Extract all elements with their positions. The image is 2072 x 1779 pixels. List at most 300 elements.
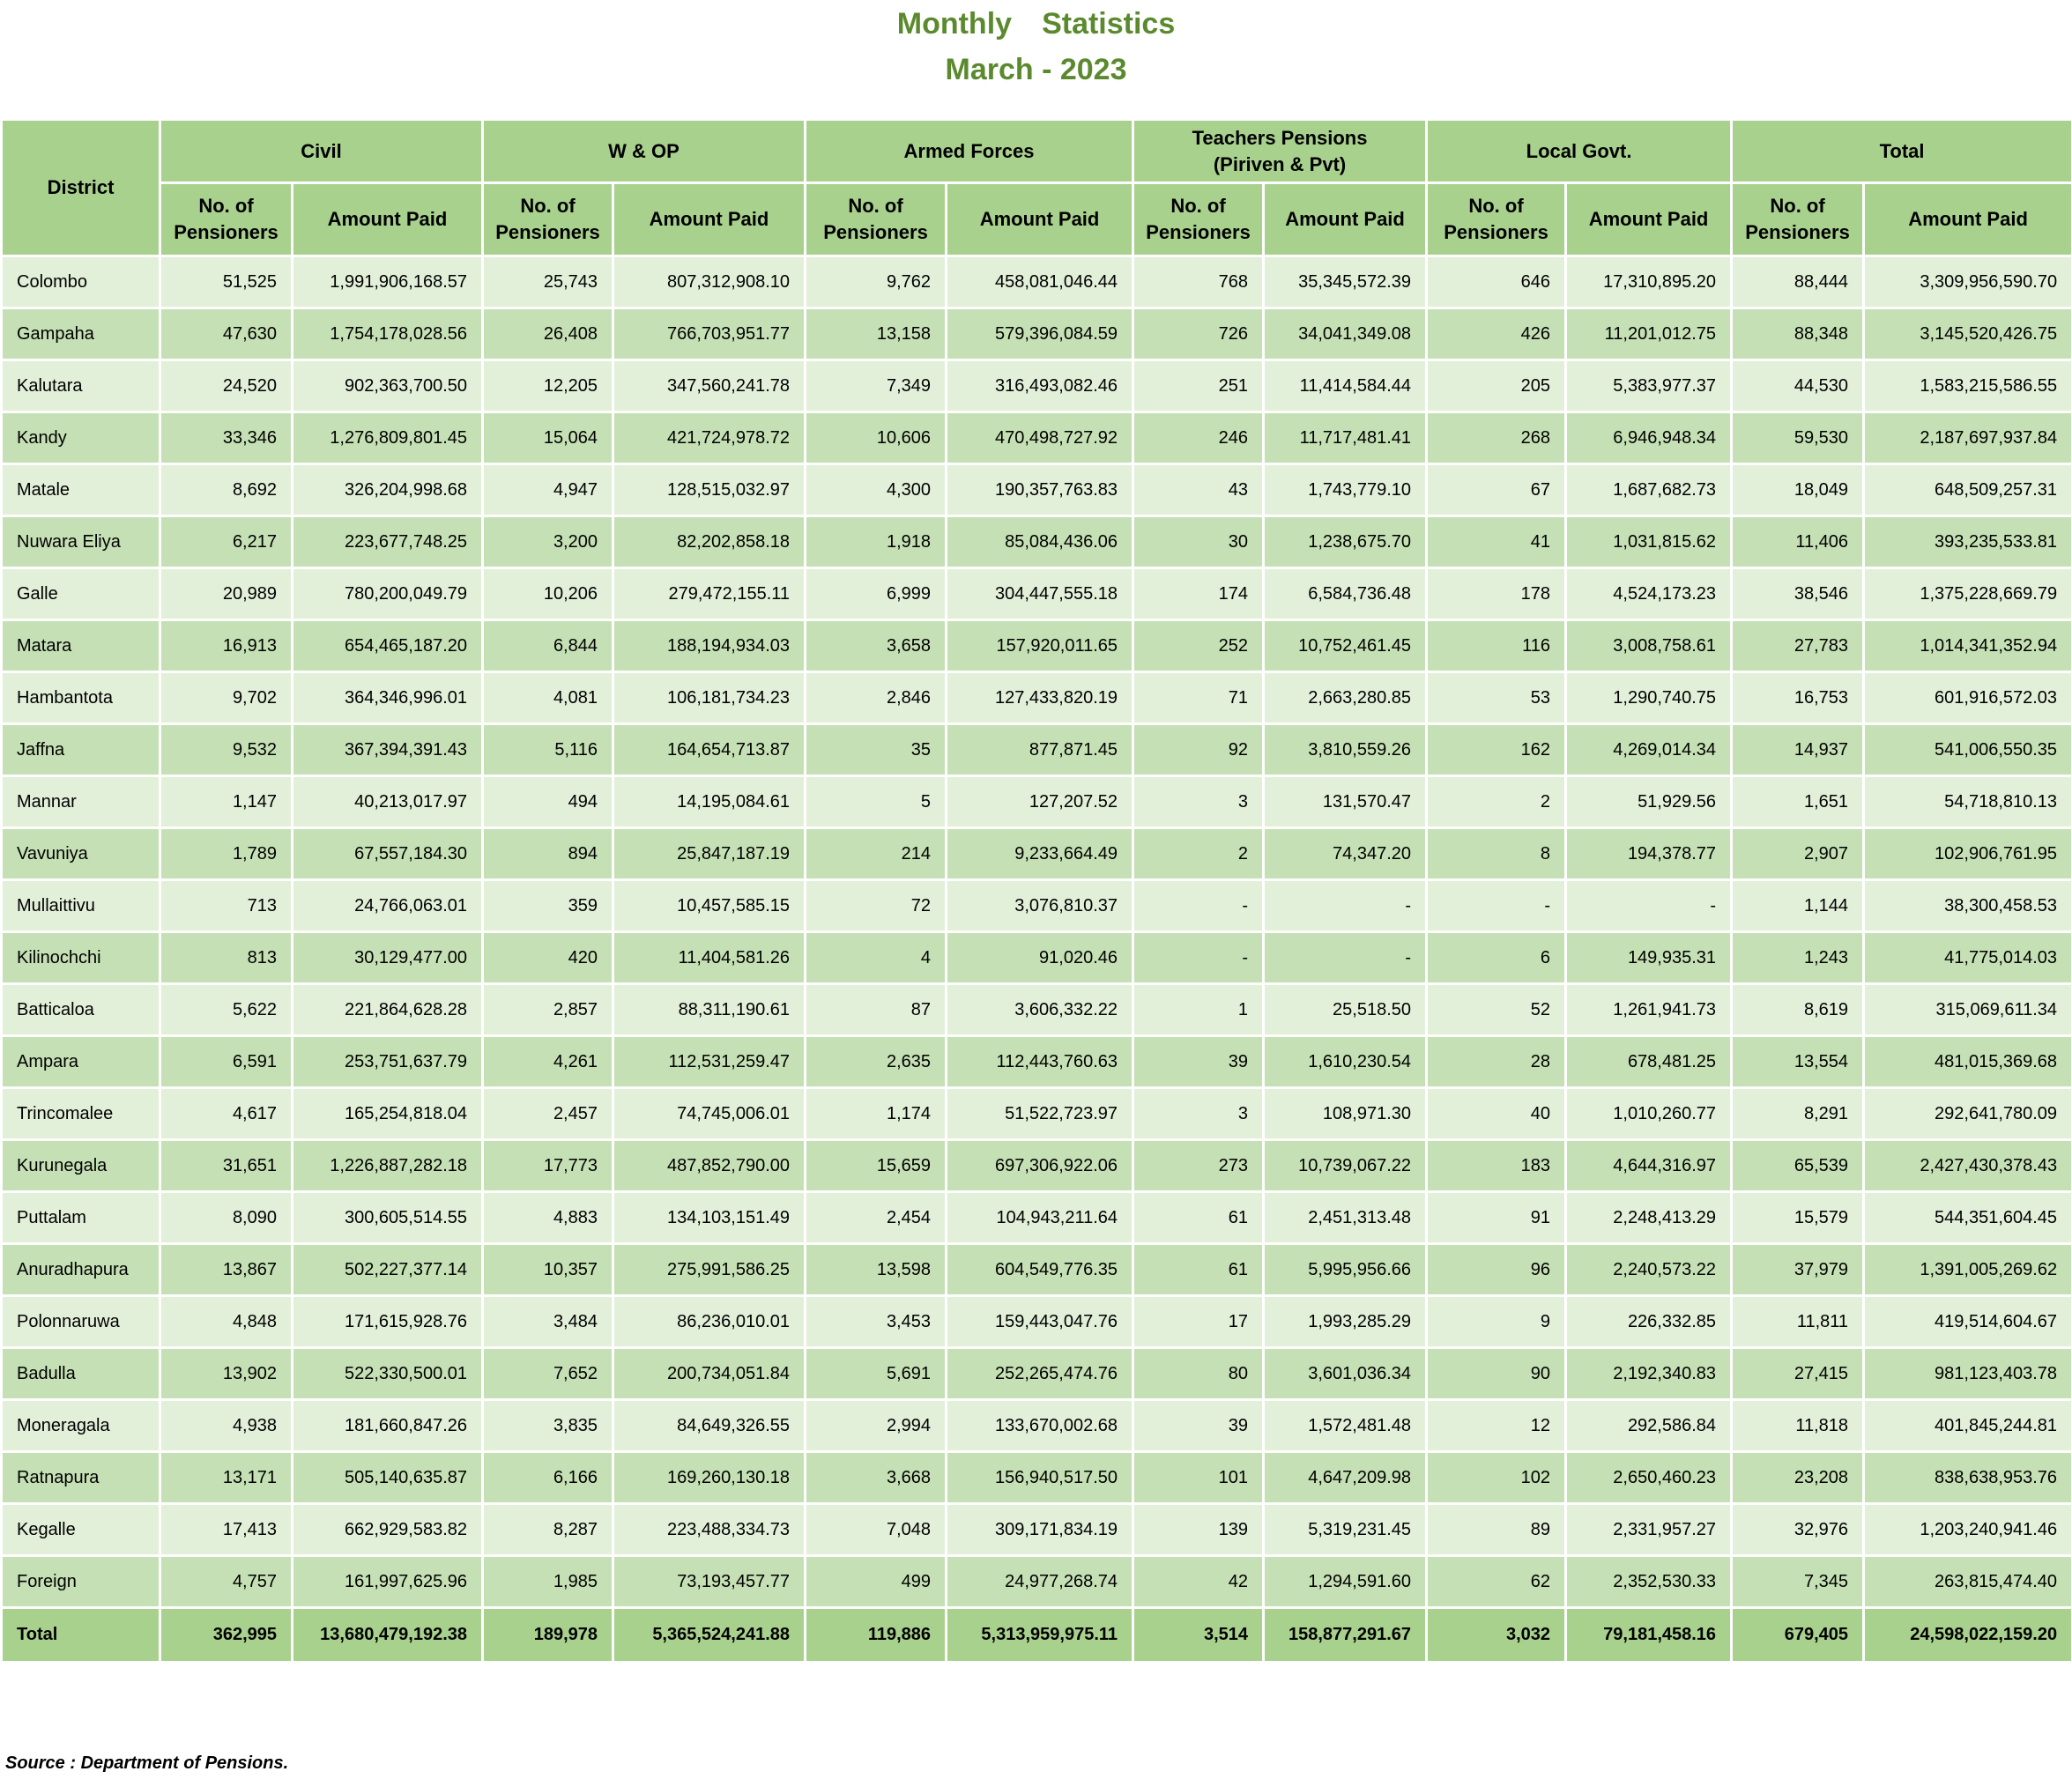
- table-row: [2, 724, 2072, 776]
- value-cell: 273: [1133, 1140, 1264, 1192]
- value-cell: 421,724,978.72: [613, 412, 806, 464]
- value-cell: 38,300,458.53: [1864, 880, 2072, 932]
- value-cell: 316,493,082.46: [947, 360, 1133, 412]
- value-cell: 42: [1133, 1556, 1264, 1608]
- value-cell: 162: [1427, 724, 1566, 776]
- value-cell: 9,762: [806, 256, 947, 308]
- value-cell: 3,606,332.22: [947, 984, 1133, 1036]
- value-cell: 52: [1427, 984, 1566, 1036]
- value-cell: 4,081: [483, 672, 613, 724]
- value-cell: 1,991,906,168.57: [293, 256, 483, 308]
- header-amount-paid-local-govt: Amount Paid: [1566, 183, 1732, 256]
- value-cell: 2,994: [806, 1400, 947, 1452]
- page-subtitle: March - 2023: [945, 53, 1127, 86]
- value-cell: 90: [1427, 1348, 1566, 1400]
- value-cell: -: [1133, 880, 1264, 932]
- value-cell: 178: [1427, 568, 1566, 620]
- district-cell: Kandy: [2, 412, 160, 464]
- value-cell: 82,202,858.18: [613, 516, 806, 568]
- total-row: [2, 1608, 2072, 1663]
- value-cell: 181,660,847.26: [293, 1400, 483, 1452]
- value-cell: 981,123,403.78: [1864, 1348, 2072, 1400]
- value-cell: 6,166: [483, 1452, 613, 1504]
- value-cell: 487,852,790.00: [613, 1140, 806, 1192]
- value-cell: 27,783: [1732, 620, 1864, 672]
- total-value-cell: 3,514: [1133, 1608, 1264, 1663]
- value-cell: 292,586.84: [1566, 1400, 1732, 1452]
- header-amount-paid-armed-forces: Amount Paid: [947, 183, 1133, 256]
- value-cell: 38,546: [1732, 568, 1864, 620]
- value-cell: 61: [1133, 1244, 1264, 1296]
- value-cell: 726: [1133, 308, 1264, 360]
- value-cell: 40,213,017.97: [293, 776, 483, 828]
- value-cell: 131,570.47: [1264, 776, 1427, 828]
- value-cell: 10,206: [483, 568, 613, 620]
- value-cell: 252,265,474.76: [947, 1348, 1133, 1400]
- value-cell: 88,348: [1732, 308, 1864, 360]
- table-row: [2, 880, 2072, 932]
- value-cell: 1,238,675.70: [1264, 516, 1427, 568]
- district-cell: Puttalam: [2, 1192, 160, 1244]
- total-value-cell: 3,032: [1427, 1608, 1566, 1663]
- value-cell: 112,531,259.47: [613, 1036, 806, 1088]
- value-cell: 3,601,036.34: [1264, 1348, 1427, 1400]
- value-cell: 304,447,555.18: [947, 568, 1133, 620]
- value-cell: 7,345: [1732, 1556, 1864, 1608]
- value-cell: 205: [1427, 360, 1566, 412]
- value-cell: 541,006,550.35: [1864, 724, 2072, 776]
- value-cell: 74,745,006.01: [613, 1088, 806, 1140]
- value-cell: 54,718,810.13: [1864, 776, 2072, 828]
- total-label-cell: Total: [2, 1608, 160, 1663]
- value-cell: 15,579: [1732, 1192, 1864, 1244]
- value-cell: 102: [1427, 1452, 1566, 1504]
- value-cell: -: [1264, 932, 1427, 984]
- total-value-cell: 13,680,479,192.38: [293, 1608, 483, 1663]
- value-cell: 3,145,520,426.75: [1864, 308, 2072, 360]
- value-cell: 3,658: [806, 620, 947, 672]
- district-cell: Trincomalee: [2, 1088, 160, 1140]
- value-cell: 251: [1133, 360, 1264, 412]
- value-cell: 2,663,280.85: [1264, 672, 1427, 724]
- value-cell: 9,233,664.49: [947, 828, 1133, 880]
- value-cell: 51,525: [160, 256, 293, 308]
- value-cell: 226,332.85: [1566, 1296, 1732, 1348]
- value-cell: 127,207.52: [947, 776, 1133, 828]
- district-cell: Ampara: [2, 1036, 160, 1088]
- value-cell: 159,443,047.76: [947, 1296, 1133, 1348]
- district-cell: Matara: [2, 620, 160, 672]
- value-cell: 133,670,002.68: [947, 1400, 1133, 1452]
- header-no-of-pensioners-armed-forces: No. of Pensioners: [806, 183, 947, 256]
- source-note: Source : Department of Pensions.: [5, 1753, 289, 1773]
- value-cell: 8,619: [1732, 984, 1864, 1036]
- value-cell: 9,532: [160, 724, 293, 776]
- value-cell: 164,654,713.87: [613, 724, 806, 776]
- value-cell: 17,773: [483, 1140, 613, 1192]
- value-cell: 2,187,697,937.84: [1864, 412, 2072, 464]
- table-row: [2, 984, 2072, 1036]
- value-cell: 223,677,748.25: [293, 516, 483, 568]
- value-cell: 116: [1427, 620, 1566, 672]
- value-cell: 359: [483, 880, 613, 932]
- district-cell: Moneragala: [2, 1400, 160, 1452]
- value-cell: 4,261: [483, 1036, 613, 1088]
- header-no-of-pensioners-total: No. of Pensioners: [1732, 183, 1864, 256]
- value-cell: 1,174: [806, 1088, 947, 1140]
- sub-header-row: [2, 183, 2072, 256]
- value-cell: 51,522,723.97: [947, 1088, 1133, 1140]
- value-cell: 1,754,178,028.56: [293, 308, 483, 360]
- group-header-total: Total: [1732, 120, 2072, 183]
- value-cell: 279,472,155.11: [613, 568, 806, 620]
- value-cell: 1,651: [1732, 776, 1864, 828]
- value-cell: -: [1133, 932, 1264, 984]
- value-cell: 11,818: [1732, 1400, 1864, 1452]
- value-cell: 10,457,585.15: [613, 880, 806, 932]
- value-cell: 14,195,084.61: [613, 776, 806, 828]
- value-cell: 8: [1427, 828, 1566, 880]
- value-cell: 25,847,187.19: [613, 828, 806, 880]
- district-cell: Badulla: [2, 1348, 160, 1400]
- value-cell: 6,217: [160, 516, 293, 568]
- value-cell: 877,871.45: [947, 724, 1133, 776]
- value-cell: 894: [483, 828, 613, 880]
- value-cell: 3,484: [483, 1296, 613, 1348]
- table-row: [2, 568, 2072, 620]
- value-cell: 481,015,369.68: [1864, 1036, 2072, 1088]
- value-cell: 1: [1133, 984, 1264, 1036]
- header-amount-paid-total: Amount Paid: [1864, 183, 2072, 256]
- value-cell: 253,751,637.79: [293, 1036, 483, 1088]
- value-cell: 53: [1427, 672, 1566, 724]
- header-no-of-pensioners-civil: No. of Pensioners: [160, 183, 293, 256]
- value-cell: 502,227,377.14: [293, 1244, 483, 1296]
- district-cell: Jaffna: [2, 724, 160, 776]
- table-row: [2, 1348, 2072, 1400]
- value-cell: 4,883: [483, 1192, 613, 1244]
- value-cell: 183: [1427, 1140, 1566, 1192]
- value-cell: 4,848: [160, 1296, 293, 1348]
- table-row: [2, 776, 2072, 828]
- value-cell: 246: [1133, 412, 1264, 464]
- district-cell: Matale: [2, 464, 160, 516]
- value-cell: 401,845,244.81: [1864, 1400, 2072, 1452]
- value-cell: 59,530: [1732, 412, 1864, 464]
- value-cell: 128,515,032.97: [613, 464, 806, 516]
- value-cell: 8,692: [160, 464, 293, 516]
- value-cell: 5,116: [483, 724, 613, 776]
- value-cell: 3: [1133, 1088, 1264, 1140]
- value-cell: 13,171: [160, 1452, 293, 1504]
- table-row: [2, 1192, 2072, 1244]
- value-cell: 7,048: [806, 1504, 947, 1556]
- value-cell: 15,659: [806, 1140, 947, 1192]
- value-cell: 4,757: [160, 1556, 293, 1608]
- total-value-cell: 5,313,959,975.11: [947, 1608, 1133, 1663]
- value-cell: 34,041,349.08: [1264, 308, 1427, 360]
- value-cell: 44,530: [1732, 360, 1864, 412]
- value-cell: 648,509,257.31: [1864, 464, 2072, 516]
- table-row: [2, 464, 2072, 516]
- value-cell: 419,514,604.67: [1864, 1296, 2072, 1348]
- value-cell: 12,205: [483, 360, 613, 412]
- value-cell: 3,810,559.26: [1264, 724, 1427, 776]
- group-header-civil: Civil: [160, 120, 483, 183]
- value-cell: 161,997,625.96: [293, 1556, 483, 1608]
- group-header-row: [2, 120, 2072, 183]
- value-cell: 102,906,761.95: [1864, 828, 2072, 880]
- value-cell: 2,635: [806, 1036, 947, 1088]
- district-cell: Nuwara Eliya: [2, 516, 160, 568]
- value-cell: 5,691: [806, 1348, 947, 1400]
- total-value-cell: 158,877,291.67: [1264, 1608, 1427, 1663]
- value-cell: 74,347.20: [1264, 828, 1427, 880]
- district-cell: Anuradhapura: [2, 1244, 160, 1296]
- value-cell: 6,844: [483, 620, 613, 672]
- value-cell: 499: [806, 1556, 947, 1608]
- value-cell: 8,090: [160, 1192, 293, 1244]
- value-cell: 2: [1427, 776, 1566, 828]
- value-cell: 838,638,953.76: [1864, 1452, 2072, 1504]
- value-cell: 221,864,628.28: [293, 984, 483, 1036]
- value-cell: 13,867: [160, 1244, 293, 1296]
- value-cell: 4,938: [160, 1400, 293, 1452]
- value-cell: 101: [1133, 1452, 1264, 1504]
- value-cell: 8,291: [1732, 1088, 1864, 1140]
- group-header-w-op: W & OP: [483, 120, 806, 183]
- district-cell: Vavuniya: [2, 828, 160, 880]
- value-cell: 112,443,760.63: [947, 1036, 1133, 1088]
- value-cell: 18,049: [1732, 464, 1864, 516]
- header-amount-paid-w-op: Amount Paid: [613, 183, 806, 256]
- value-cell: 171,615,928.76: [293, 1296, 483, 1348]
- value-cell: 88,311,190.61: [613, 984, 806, 1036]
- table-row: [2, 256, 2072, 308]
- value-cell: 13,598: [806, 1244, 947, 1296]
- value-cell: 20,989: [160, 568, 293, 620]
- value-cell: 1,583,215,586.55: [1864, 360, 2072, 412]
- value-cell: 84,649,326.55: [613, 1400, 806, 1452]
- value-cell: 713: [160, 880, 293, 932]
- district-cell: Ratnapura: [2, 1452, 160, 1504]
- value-cell: 3,835: [483, 1400, 613, 1452]
- value-cell: 92: [1133, 724, 1264, 776]
- value-cell: 169,260,130.18: [613, 1452, 806, 1504]
- value-cell: 3,008,758.61: [1566, 620, 1732, 672]
- header-no-of-pensioners-w-op: No. of Pensioners: [483, 183, 613, 256]
- value-cell: 4,617: [160, 1088, 293, 1140]
- value-cell: 47,630: [160, 308, 293, 360]
- table-row: [2, 516, 2072, 568]
- value-cell: 14,937: [1732, 724, 1864, 776]
- value-cell: 458,081,046.44: [947, 256, 1133, 308]
- table-row: [2, 1296, 2072, 1348]
- value-cell: 252: [1133, 620, 1264, 672]
- value-cell: 51,929.56: [1566, 776, 1732, 828]
- value-cell: 11,414,584.44: [1264, 360, 1427, 412]
- value-cell: 4: [806, 932, 947, 984]
- value-cell: 165,254,818.04: [293, 1088, 483, 1140]
- district-cell: Batticaloa: [2, 984, 160, 1036]
- total-value-cell: 79,181,458.16: [1566, 1608, 1732, 1663]
- value-cell: 24,977,268.74: [947, 1556, 1133, 1608]
- district-cell: Kilinochchi: [2, 932, 160, 984]
- value-cell: 16,753: [1732, 672, 1864, 724]
- value-cell: 367,394,391.43: [293, 724, 483, 776]
- value-cell: 87: [806, 984, 947, 1036]
- value-cell: 2,650,460.23: [1566, 1452, 1732, 1504]
- value-cell: 200,734,051.84: [613, 1348, 806, 1400]
- value-cell: 1,261,941.73: [1566, 984, 1732, 1036]
- district-cell: Polonnaruwa: [2, 1296, 160, 1348]
- value-cell: 646: [1427, 256, 1566, 308]
- value-cell: 10,357: [483, 1244, 613, 1296]
- value-cell: 88,444: [1732, 256, 1864, 308]
- value-cell: 766,703,951.77: [613, 308, 806, 360]
- pension-statistics-table: [0, 118, 2072, 1664]
- value-cell: 1,243: [1732, 932, 1864, 984]
- value-cell: 1,031,815.62: [1566, 516, 1732, 568]
- value-cell: 134,103,151.49: [613, 1192, 806, 1244]
- value-cell: 1,203,240,941.46: [1864, 1504, 2072, 1556]
- value-cell: 5,995,956.66: [1264, 1244, 1427, 1296]
- value-cell: 813: [160, 932, 293, 984]
- district-cell: Mullaittivu: [2, 880, 160, 932]
- value-cell: 4,947: [483, 464, 613, 516]
- value-cell: 223,488,334.73: [613, 1504, 806, 1556]
- value-cell: 5,383,977.37: [1566, 360, 1732, 412]
- value-cell: 149,935.31: [1566, 932, 1732, 984]
- value-cell: 768: [1133, 256, 1264, 308]
- value-cell: 2,331,957.27: [1566, 1504, 1732, 1556]
- value-cell: 268: [1427, 412, 1566, 464]
- district-cell: Mannar: [2, 776, 160, 828]
- value-cell: 157,920,011.65: [947, 620, 1133, 672]
- table-row: [2, 828, 2072, 880]
- value-cell: 6: [1427, 932, 1566, 984]
- value-cell: 1,375,228,669.79: [1864, 568, 2072, 620]
- value-cell: 7,652: [483, 1348, 613, 1400]
- value-cell: 72: [806, 880, 947, 932]
- value-cell: 3,309,956,590.70: [1864, 256, 2072, 308]
- value-cell: 10,606: [806, 412, 947, 464]
- value-cell: 11,201,012.75: [1566, 308, 1732, 360]
- value-cell: 292,641,780.09: [1864, 1088, 2072, 1140]
- value-cell: 601,916,572.03: [1864, 672, 2072, 724]
- value-cell: 10,752,461.45: [1264, 620, 1427, 672]
- district-header: District: [2, 120, 160, 256]
- value-cell: 4,524,173.23: [1566, 568, 1732, 620]
- value-cell: 1,572,481.48: [1264, 1400, 1427, 1452]
- value-cell: 11,811: [1732, 1296, 1864, 1348]
- value-cell: 30: [1133, 516, 1264, 568]
- value-cell: 80: [1133, 1348, 1264, 1400]
- value-cell: 9,702: [160, 672, 293, 724]
- table-row: [2, 1244, 2072, 1296]
- value-cell: 6,946,948.34: [1566, 412, 1732, 464]
- value-cell: 522,330,500.01: [293, 1348, 483, 1400]
- district-cell: Galle: [2, 568, 160, 620]
- table-row: [2, 1140, 2072, 1192]
- value-cell: 17,310,895.20: [1566, 256, 1732, 308]
- value-cell: 8,287: [483, 1504, 613, 1556]
- value-cell: 2,451,313.48: [1264, 1192, 1427, 1244]
- district-cell: Colombo: [2, 256, 160, 308]
- value-cell: 41: [1427, 516, 1566, 568]
- district-cell: Kurunegala: [2, 1140, 160, 1192]
- value-cell: 3,200: [483, 516, 613, 568]
- header-no-of-pensioners-teachers: No. of Pensioners: [1133, 183, 1264, 256]
- title-word-statistics: Statistics: [1042, 7, 1176, 41]
- title-word-monthly: Monthly: [896, 7, 1013, 41]
- value-cell: 2,454: [806, 1192, 947, 1244]
- value-cell: 28: [1427, 1036, 1566, 1088]
- value-cell: 11,717,481.41: [1264, 412, 1427, 464]
- district-cell: Hambantota: [2, 672, 160, 724]
- table-row: [2, 1556, 2072, 1608]
- value-cell: 17,413: [160, 1504, 293, 1556]
- group-header-armed-forces: Armed Forces: [806, 120, 1133, 183]
- value-cell: 5,622: [160, 984, 293, 1036]
- value-cell: 73,193,457.77: [613, 1556, 806, 1608]
- value-cell: -: [1427, 880, 1566, 932]
- value-cell: 807,312,908.10: [613, 256, 806, 308]
- value-cell: 347,560,241.78: [613, 360, 806, 412]
- value-cell: 6,999: [806, 568, 947, 620]
- table-row: [2, 1452, 2072, 1504]
- value-cell: 25,743: [483, 256, 613, 308]
- value-cell: 41,775,014.03: [1864, 932, 2072, 984]
- value-cell: 40: [1427, 1088, 1566, 1140]
- value-cell: 1,010,260.77: [1566, 1088, 1732, 1140]
- value-cell: 9: [1427, 1296, 1566, 1348]
- value-cell: 1,789: [160, 828, 293, 880]
- value-cell: 1,226,887,282.18: [293, 1140, 483, 1192]
- district-cell: Foreign: [2, 1556, 160, 1608]
- value-cell: 4,269,014.34: [1566, 724, 1732, 776]
- value-cell: 3,668: [806, 1452, 947, 1504]
- value-cell: 2,192,340.83: [1566, 1348, 1732, 1400]
- value-cell: 3,076,810.37: [947, 880, 1133, 932]
- header-no-of-pensioners-local-govt: No. of Pensioners: [1427, 183, 1566, 256]
- value-cell: 23,208: [1732, 1452, 1864, 1504]
- total-value-cell: 679,405: [1732, 1608, 1864, 1663]
- value-cell: 13,554: [1732, 1036, 1864, 1088]
- value-cell: 188,194,934.03: [613, 620, 806, 672]
- value-cell: 2,457: [483, 1088, 613, 1140]
- total-value-cell: 362,995: [160, 1608, 293, 1663]
- value-cell: 24,520: [160, 360, 293, 412]
- value-cell: 194,378.77: [1566, 828, 1732, 880]
- value-cell: 6,584,736.48: [1264, 568, 1427, 620]
- value-cell: 156,940,517.50: [947, 1452, 1133, 1504]
- value-cell: 420: [483, 932, 613, 984]
- value-cell: 2,857: [483, 984, 613, 1036]
- header-amount-paid-teachers: Amount Paid: [1264, 183, 1427, 256]
- header-amount-paid-civil: Amount Paid: [293, 183, 483, 256]
- value-cell: 3: [1133, 776, 1264, 828]
- value-cell: 35,345,572.39: [1264, 256, 1427, 308]
- value-cell: 579,396,084.59: [947, 308, 1133, 360]
- value-cell: 91,020.46: [947, 932, 1133, 984]
- district-cell: Kegalle: [2, 1504, 160, 1556]
- value-cell: -: [1566, 880, 1732, 932]
- value-cell: 309,171,834.19: [947, 1504, 1133, 1556]
- district-cell: Gampaha: [2, 308, 160, 360]
- total-value-cell: 189,978: [483, 1608, 613, 1663]
- value-cell: 91: [1427, 1192, 1566, 1244]
